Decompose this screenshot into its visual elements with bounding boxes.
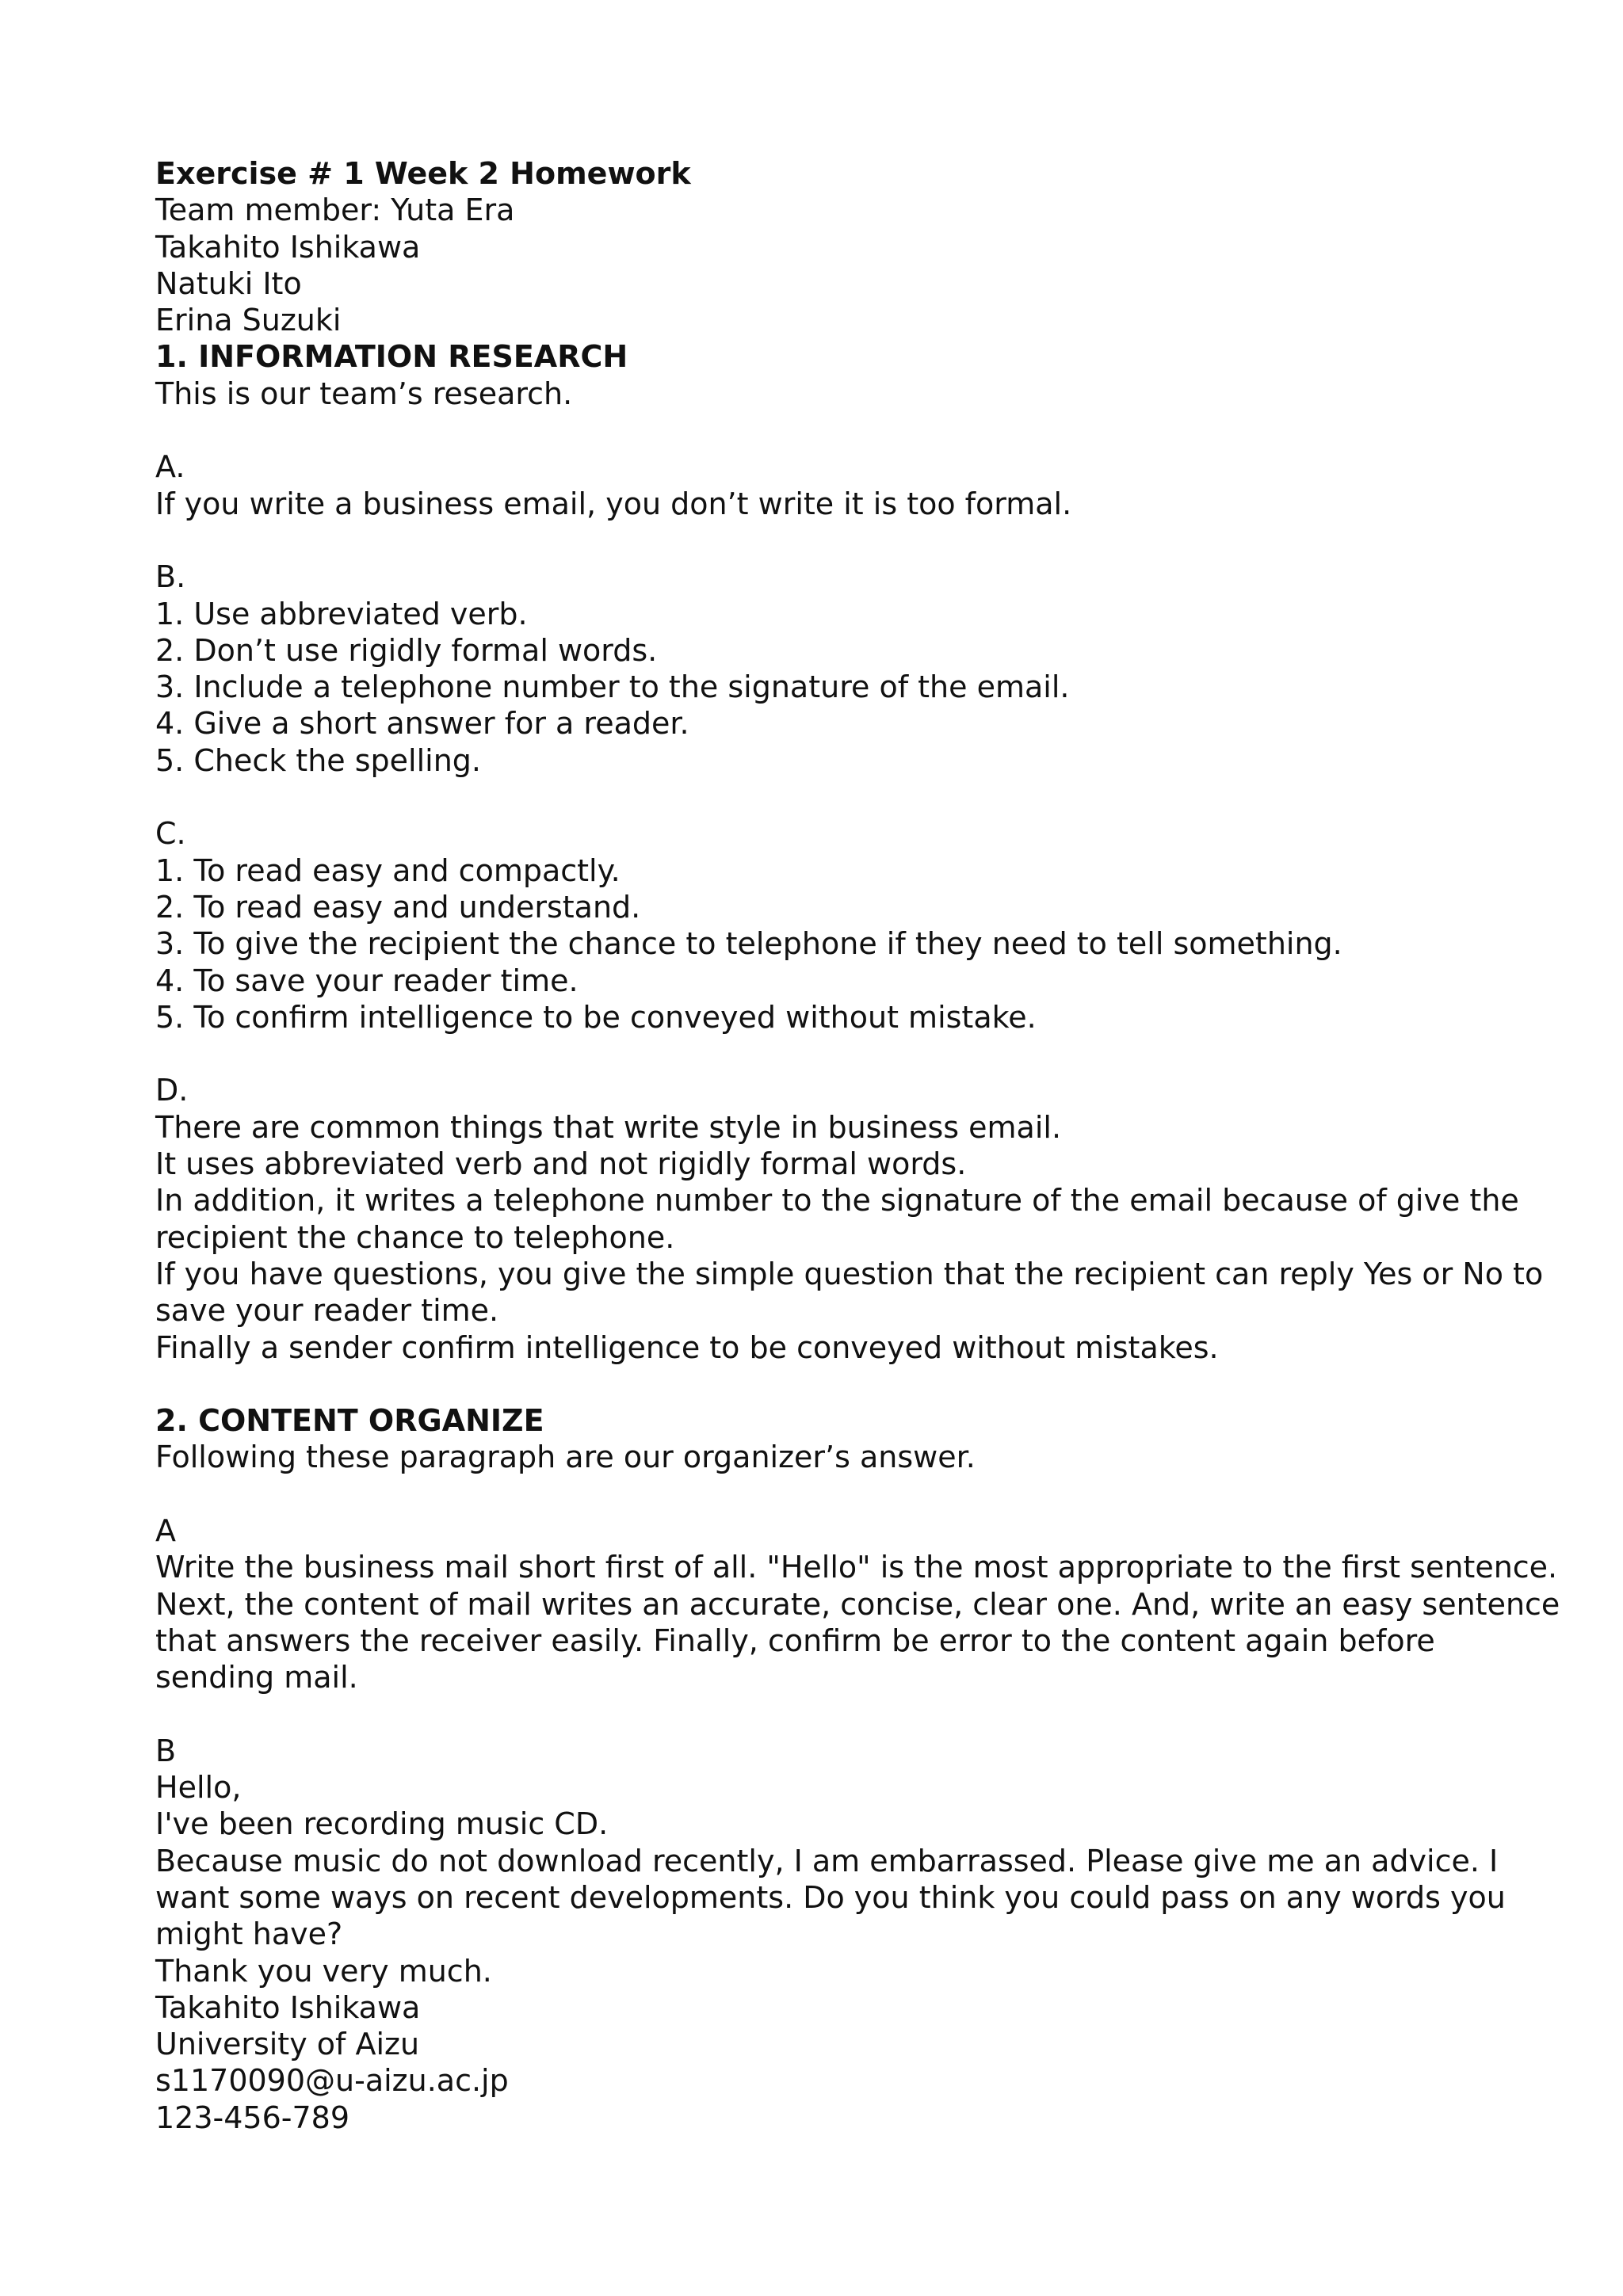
section-intro: Following these paragraph are our organizer’s answer. <box>155 1440 976 1475</box>
signature-phone: 123-456-789 <box>155 2100 350 2135</box>
team-member-name: Natuki Ito <box>155 265 302 301</box>
blank-line <box>155 1035 1503 1072</box>
document-page <box>155 155 1560 2136</box>
subsection-label-a: A <box>155 1512 176 1548</box>
paragraph-line: Next, the content of mail writes an accurate, concise, clear one. And, write an easy sentence <box>155 1586 1560 1622</box>
paragraph-line: that answers the receiver easily. Finally, confirm be error to the content again before <box>155 1623 1435 1658</box>
list-item: 2. To read easy and understand. <box>155 889 641 925</box>
list-item: 4. To save your reader time. <box>155 963 579 998</box>
paragraph-line: If you have questions, you give the simple question that the recipient can reply Yes or No to <box>155 1256 1544 1291</box>
subsection-label-a: A. <box>155 449 185 485</box>
blank-line <box>155 1695 1503 1732</box>
email-body-line: might have? <box>155 1917 343 1952</box>
subsection-label-c: C. <box>155 816 186 852</box>
email-body-line: Because music do not download recently, I am embarrassed. Please give me an advice. I <box>155 1843 1499 1878</box>
email-greeting: Hello, <box>155 1770 242 1806</box>
document-title: Exercise # 1 Week 2 Homework <box>155 156 691 191</box>
list-item: 3. To give the recipient the chance to telephone if they need to tell something. <box>155 926 1342 962</box>
paragraph-line: Write the business mail short first of all. "Hello" is the most appropriate to the first sentence. <box>155 1550 1558 1585</box>
paragraph-line: save your reader time. <box>155 1293 499 1329</box>
team-member-name: Erina Suzuki <box>155 303 342 338</box>
list-item: 2. Don’t use rigidly formal words. <box>155 632 658 668</box>
blank-line <box>155 779 1503 815</box>
blank-line <box>155 1366 1503 1402</box>
subsection-label-b: B <box>155 1733 177 1768</box>
list-item: 1. To read easy and compactly. <box>155 852 621 888</box>
signature-organization: University of Aizu <box>155 2027 420 2062</box>
list-item: 1. Use abbreviated verb. <box>155 596 528 631</box>
blank-line <box>155 1476 1503 1512</box>
blank-line <box>155 522 1503 559</box>
email-closing: Thank you very much. <box>155 1953 492 1989</box>
list-item: 5. To confirm intelligence to be conveyed without mistake. <box>155 999 1037 1035</box>
paragraph-line: Finally a sender confirm intelligence to be conveyed without mistakes. <box>155 1329 1219 1365</box>
paragraph-line: recipient the chance to telephone. <box>155 1219 675 1255</box>
section-intro: This is our team’s research. <box>155 376 573 411</box>
subsection-label-d: D. <box>155 1073 189 1108</box>
team-member-line: Team member: Yuta Era <box>155 193 515 228</box>
blank-line <box>155 412 1503 448</box>
section-heading-content-organize: 2. CONTENT ORGANIZE <box>155 1403 544 1439</box>
section-heading-information-research: 1. INFORMATION RESEARCH <box>155 339 628 375</box>
email-body-line: want some ways on recent developments. Do you think you could pass on any words you <box>155 1879 1506 1915</box>
paragraph: If you write a business email, you don’t write it is too formal. <box>155 486 1072 521</box>
signature-email: s1170090@u-aizu.ac.jp <box>155 2063 509 2099</box>
signature-name: Takahito Ishikawa <box>155 1989 421 2025</box>
email-body-line: I've been recording music CD. <box>155 1806 609 1842</box>
list-item: 5. Check the spelling. <box>155 742 482 778</box>
list-item: 4. Give a short answer for a reader. <box>155 706 689 742</box>
paragraph-line: There are common things that write style in business email. <box>155 1109 1062 1145</box>
list-item: 3. Include a telephone number to the signature of the email. <box>155 669 1070 705</box>
paragraph-line: sending mail. <box>155 1660 358 1695</box>
paragraph-line: In addition, it writes a telephone number to the signature of the email because of give the <box>155 1183 1519 1219</box>
subsection-label-b: B. <box>155 559 186 595</box>
paragraph-line: It uses abbreviated verb and not rigidly formal words. <box>155 1146 967 1182</box>
team-member-name: Takahito Ishikawa <box>155 229 421 265</box>
